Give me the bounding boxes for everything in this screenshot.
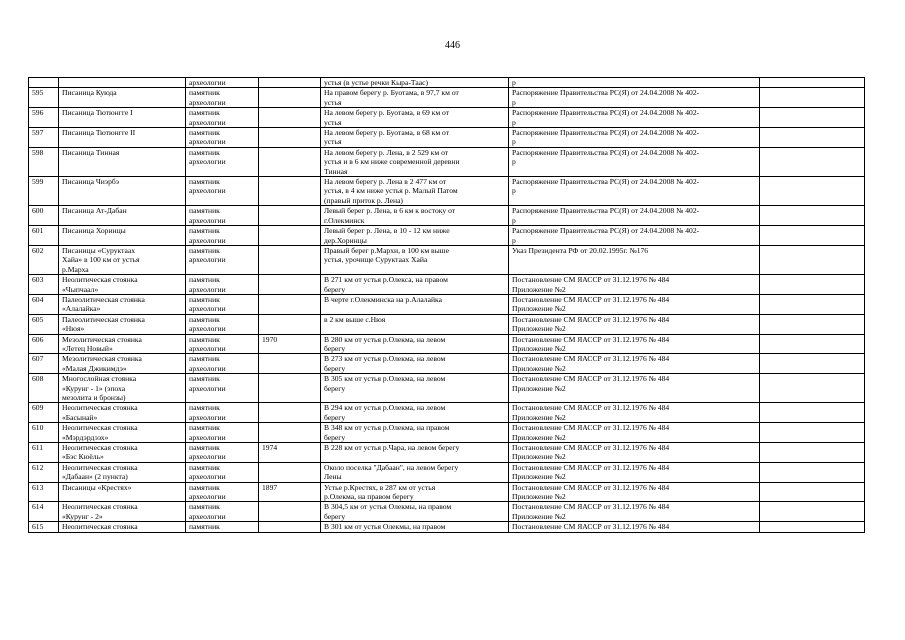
table-row — [29, 88, 865, 108]
legal-document-cell: Постановление СМ ЯАССР от 31.12.1976 № 484 Приложение №2 — [509, 334, 760, 354]
monument-name-cell: Писаница Хоринцы — [59, 226, 186, 246]
extra-cell — [760, 294, 865, 314]
discovery-year-cell — [259, 522, 321, 532]
location-cell: В 304,5 км от устья Олекмы, на правом берегу — [321, 502, 509, 522]
extra-cell — [760, 522, 865, 532]
location-cell: В 280 км от устья р.Олекма, на левом берегу — [321, 334, 509, 354]
monument-type-cell: памятник археологии — [186, 226, 259, 246]
monument-type-cell: памятник археологии — [186, 108, 259, 128]
row-number-cell: 597 — [29, 128, 59, 148]
row-number-cell: 599 — [29, 177, 59, 206]
row-number-cell: 612 — [29, 462, 59, 482]
row-number-cell: 609 — [29, 403, 59, 423]
row-number-cell: 608 — [29, 374, 59, 403]
monument-name-cell — [59, 78, 186, 88]
extra-cell — [760, 128, 865, 148]
table-row — [29, 522, 865, 532]
monument-name-cell: Писаницы «Суруктаах Хайа» в 100 км от устья р.Марха — [59, 245, 186, 274]
location-cell: В 271 км от устья р.Олекса, на правом берегу — [321, 275, 509, 295]
monument-name-cell: Писаница Тинная — [59, 147, 186, 176]
monument-name-cell: Неолитическая стоянка — [59, 522, 186, 532]
monument-name-cell: Писаница Тютюнгге I — [59, 108, 186, 128]
location-cell: В черте г.Олекминска на р.Алалайка — [321, 294, 509, 314]
row-number-cell: 596 — [29, 108, 59, 128]
table-row — [29, 275, 865, 295]
location-cell: В 348 км от устья р.Олекма, на правом берегу — [321, 423, 509, 443]
discovery-year-cell — [259, 403, 321, 423]
extra-cell — [760, 226, 865, 246]
monument-type-cell: памятник археологии — [186, 502, 259, 522]
row-number-cell — [29, 78, 59, 88]
table-row — [29, 147, 865, 176]
row-number-cell: 601 — [29, 226, 59, 246]
monument-name-cell: Мезолитическая стоянка «Малая Джикимдэ» — [59, 354, 186, 374]
row-number-cell: 610 — [29, 423, 59, 443]
discovery-year-cell — [259, 462, 321, 482]
legal-document-cell: Постановление СМ ЯАССР от 31.12.1976 № 484 Приложение №2 — [509, 374, 760, 403]
extra-cell — [760, 462, 865, 482]
page-number: 446 — [445, 40, 460, 51]
legal-document-cell: Распоряжение Правительства РС(Я) от 24.04.2008 № 402- р — [509, 128, 760, 148]
location-cell: В 273 км от устья р.Олекма, на левом берегу — [321, 354, 509, 374]
discovery-year-cell — [259, 108, 321, 128]
monument-type-cell: памятник археологии — [186, 294, 259, 314]
monument-name-cell: Мезолитическая стоянка «Летец Новый» — [59, 334, 186, 354]
extra-cell — [760, 482, 865, 502]
discovery-year-cell — [259, 88, 321, 108]
legal-document-cell: Распоряжение Правительства РС(Я) от 24.04.2008 № 402- р — [509, 108, 760, 128]
extra-cell — [760, 374, 865, 403]
location-cell: В 228 км от устья р.Чара, на левом берегу — [321, 443, 509, 463]
extra-cell — [760, 443, 865, 463]
table-row — [29, 128, 865, 148]
discovery-year-cell — [259, 314, 321, 334]
table-row — [29, 443, 865, 463]
legal-document-cell: Постановление СМ ЯАССР от 31.12.1976 № 484 — [509, 522, 760, 532]
extra-cell — [760, 177, 865, 206]
monument-type-cell: памятник археологии — [186, 482, 259, 502]
table-row — [29, 334, 865, 354]
legal-document-cell: Постановление СМ ЯАССР от 31.12.1976 № 484 Приложение №2 — [509, 314, 760, 334]
discovery-year-cell: 1974 — [259, 443, 321, 463]
extra-cell — [760, 354, 865, 374]
discovery-year-cell — [259, 294, 321, 314]
location-cell: На правом берегу р. Буотама, в 97,7 км от устья — [321, 88, 509, 108]
legal-document-cell: Постановление СМ ЯАССР от 31.12.1976 № 484 Приложение №2 — [509, 462, 760, 482]
monument-type-cell: памятник археологии — [186, 403, 259, 423]
discovery-year-cell — [259, 275, 321, 295]
monument-type-cell: памятник археологии — [186, 374, 259, 403]
discovery-year-cell — [259, 245, 321, 274]
discovery-year-cell: 1970 — [259, 334, 321, 354]
row-number-cell: 605 — [29, 314, 59, 334]
discovery-year-cell — [259, 502, 321, 522]
monument-type-cell: памятник археологии — [186, 462, 259, 482]
extra-cell — [760, 314, 865, 334]
monument-type-cell: памятник археологии — [186, 128, 259, 148]
extra-cell — [760, 206, 865, 226]
monument-type-cell: памятник археологии — [186, 354, 259, 374]
legal-document-cell: Распоряжение Правительства РС(Я) от 24.04.2008 № 402- р — [509, 147, 760, 176]
row-number-cell: 604 — [29, 294, 59, 314]
location-cell: Левый берег р. Лена, в 10 - 12 км ниже дер.Хоринцы — [321, 226, 509, 246]
row-number-cell: 614 — [29, 502, 59, 522]
table-row — [29, 108, 865, 128]
legal-document-cell: Постановление СМ ЯАССР от 31.12.1976 № 484 Приложение №2 — [509, 294, 760, 314]
extra-cell — [760, 245, 865, 274]
legal-document-cell: Постановление СМ ЯАССР от 31.12.1976 № 484 Приложение №2 — [509, 502, 760, 522]
discovery-year-cell — [259, 423, 321, 443]
monument-type-cell: памятник археологии — [186, 245, 259, 274]
legal-document-cell: Распоряжение Правительства РС(Я) от 24.04.2008 № 402- р — [509, 206, 760, 226]
row-number-cell: 600 — [29, 206, 59, 226]
monument-name-cell: Писаница Куюда — [59, 88, 186, 108]
location-cell: В 305 км от устья р.Олекма, на левом берегу — [321, 374, 509, 403]
monument-type-cell: памятник — [186, 522, 259, 532]
discovery-year-cell — [259, 374, 321, 403]
row-number-cell: 595 — [29, 88, 59, 108]
location-cell: Устье р.Крестях, в 287 км от устья р.Олекма, на правом берегу — [321, 482, 509, 502]
row-number-cell: 615 — [29, 522, 59, 532]
monument-name-cell: Писаницы «Крестях» — [59, 482, 186, 502]
monument-name-cell: Писаница Чиэрбэ — [59, 177, 186, 206]
location-cell: устья (в устье речки Кыра-Таас) — [321, 78, 509, 88]
legal-document-cell: Постановление СМ ЯАССР от 31.12.1976 № 484 Приложение №2 — [509, 443, 760, 463]
monument-name-cell: Неолитическая стоянка «Дабаан» (2 пункта) — [59, 462, 186, 482]
extra-cell — [760, 275, 865, 295]
table-row — [29, 374, 865, 403]
monument-type-cell: памятник археологии — [186, 88, 259, 108]
table-row — [29, 78, 865, 88]
extra-cell — [760, 334, 865, 354]
location-cell: На левом берегу р. Лена, в 2 529 км от устья и в 6 км ниже современной деревни Тинная — [321, 147, 509, 176]
monument-type-cell: памятник археологии — [186, 206, 259, 226]
extra-cell — [760, 502, 865, 522]
monument-name-cell: Писаница Ат-Дабан — [59, 206, 186, 226]
discovery-year-cell — [259, 147, 321, 176]
monument-name-cell: Многослойная стоянка «Курунг - 1» (эпоха мезолита и бронзы) — [59, 374, 186, 403]
table-row — [29, 482, 865, 502]
extra-cell — [760, 403, 865, 423]
table-row — [29, 294, 865, 314]
row-number-cell: 602 — [29, 245, 59, 274]
monument-name-cell: Палеолитическая стоянка «Нюя» — [59, 314, 186, 334]
monument-type-cell: памятник археологии — [186, 423, 259, 443]
location-cell: Левый берег р. Лена, в 6 км к востоку от г.Олекминск — [321, 206, 509, 226]
table-row — [29, 226, 865, 246]
discovery-year-cell: 1897 — [259, 482, 321, 502]
discovery-year-cell — [259, 177, 321, 206]
table-row — [29, 354, 865, 374]
location-cell: Правый берег р.Мархи, в 100 км выше устья, урочище Суруктаах Хайа — [321, 245, 509, 274]
location-cell: На левом берегу р. Буотама, в 68 км от устья — [321, 128, 509, 148]
row-number-cell: 611 — [29, 443, 59, 463]
legal-document-cell: Постановление СМ ЯАССР от 31.12.1976 № 484 Приложение №2 — [509, 403, 760, 423]
extra-cell — [760, 78, 865, 88]
extra-cell — [760, 423, 865, 443]
legal-document-cell: Постановление СМ ЯАССР от 31.12.1976 № 484 Приложение №2 — [509, 275, 760, 295]
monument-name-cell: Неолитическая стоянка «Бэс Кюёль» — [59, 443, 186, 463]
monument-name-cell: Писаница Тютюнгге II — [59, 128, 186, 148]
table-row — [29, 177, 865, 206]
legal-document-cell: Постановление СМ ЯАССР от 31.12.1976 № 484 Приложение №2 — [509, 354, 760, 374]
monuments-table-body — [29, 78, 865, 533]
monument-name-cell: Палеолитическая стоянка «Алалайка» — [59, 294, 186, 314]
monument-name-cell: Неолитическая стоянка «Чыпчаал» — [59, 275, 186, 295]
legal-document-cell: Указ Президента РФ от 20.02.1995г. №176 — [509, 245, 760, 274]
location-cell: На левом берегу р. Лена в 2 477 км от устья, в 4 км ниже устья р. Малый Патом (правый приток р. Лена) — [321, 177, 509, 206]
monument-name-cell: Неолитическая стоянка «Мэрдэрдээх» — [59, 423, 186, 443]
table-row — [29, 403, 865, 423]
location-cell: На левом берегу р. Буотама, в 69 км от устья — [321, 108, 509, 128]
location-cell: В 294 км от устья р.Олекма, на левом берегу — [321, 403, 509, 423]
row-number-cell: 607 — [29, 354, 59, 374]
monument-name-cell: Неолитическая стоянка «Курунг - 2» — [59, 502, 186, 522]
table-row — [29, 423, 865, 443]
table-row — [29, 245, 865, 274]
discovery-year-cell — [259, 128, 321, 148]
legal-document-cell: Распоряжение Правительства РС(Я) от 24.04.2008 № 402- р — [509, 88, 760, 108]
monument-type-cell: памятник археологии — [186, 177, 259, 206]
monument-name-cell: Неолитическая стоянка «Басынай» — [59, 403, 186, 423]
row-number-cell: 598 — [29, 147, 59, 176]
table-row — [29, 502, 865, 522]
monument-type-cell: археологии — [186, 78, 259, 88]
row-number-cell: 613 — [29, 482, 59, 502]
legal-document-cell: Постановление СМ ЯАССР от 31.12.1976 № 484 Приложение №2 — [509, 423, 760, 443]
extra-cell — [760, 108, 865, 128]
extra-cell — [760, 147, 865, 176]
location-cell: Около поселка "Дабаан", на левом берегу Лены — [321, 462, 509, 482]
monuments-table — [28, 77, 865, 533]
table-row — [29, 314, 865, 334]
legal-document-cell: Распоряжение Правительства РС(Я) от 24.04.2008 № 402- р — [509, 177, 760, 206]
legal-document-cell: р — [509, 78, 760, 88]
discovery-year-cell — [259, 226, 321, 246]
monument-type-cell: памятник археологии — [186, 334, 259, 354]
row-number-cell: 606 — [29, 334, 59, 354]
legal-document-cell: Постановление СМ ЯАССР от 31.12.1976 № 484 Приложение №2 — [509, 482, 760, 502]
location-cell: в 2 км выше с.Нюя — [321, 314, 509, 334]
row-number-cell: 603 — [29, 275, 59, 295]
discovery-year-cell — [259, 354, 321, 374]
monument-type-cell: памятник археологии — [186, 275, 259, 295]
location-cell: В 301 км от устья Олекмы, на правом — [321, 522, 509, 532]
discovery-year-cell — [259, 78, 321, 88]
legal-document-cell: Распоряжение Правительства РС(Я) от 24.04.2008 № 402- р — [509, 226, 760, 246]
extra-cell — [760, 88, 865, 108]
table-row — [29, 462, 865, 482]
monument-type-cell: памятник археологии — [186, 443, 259, 463]
monument-type-cell: памятник археологии — [186, 314, 259, 334]
monument-type-cell: памятник археологии — [186, 147, 259, 176]
table-row — [29, 206, 865, 226]
discovery-year-cell — [259, 206, 321, 226]
